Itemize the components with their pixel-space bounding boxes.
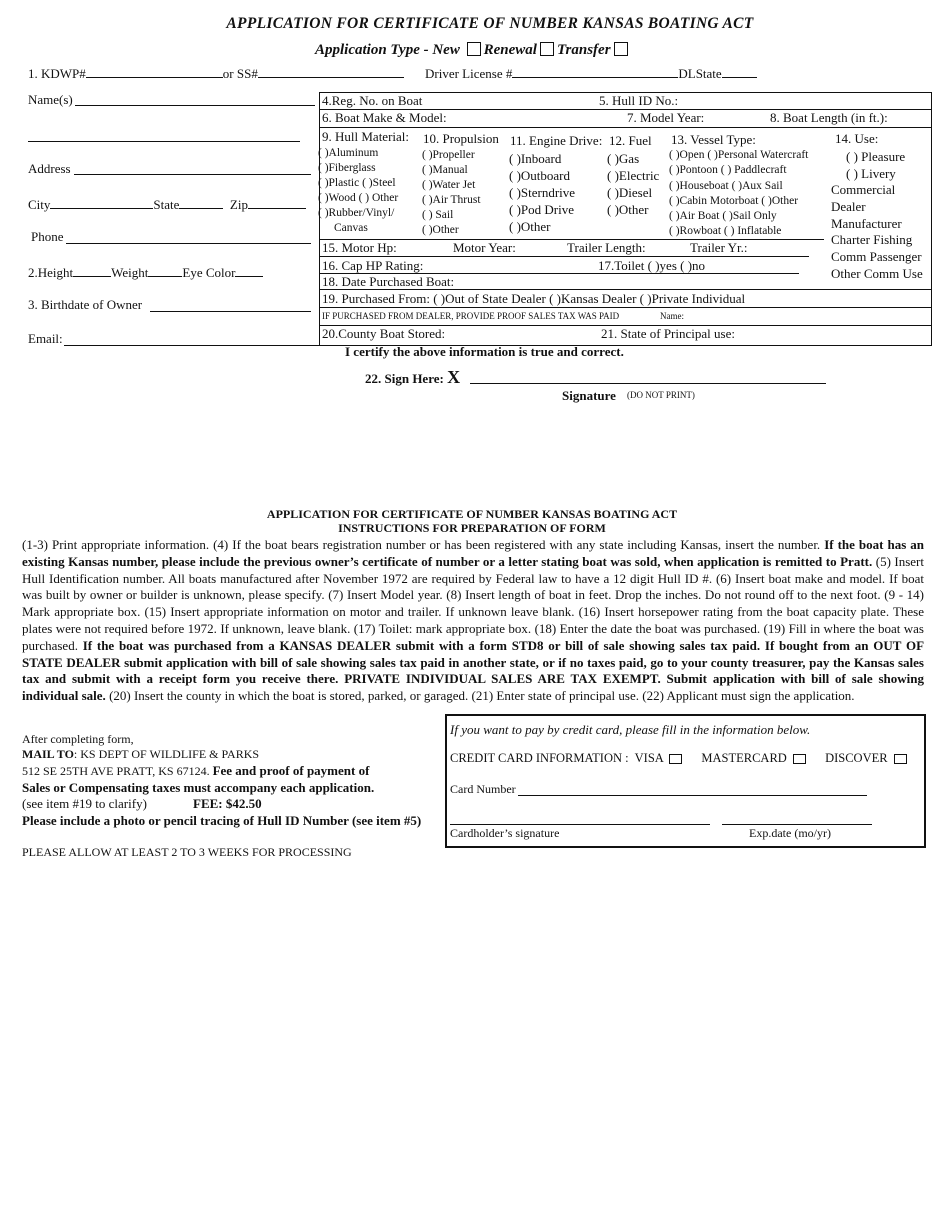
renewal-checkbox[interactable] [540,42,554,56]
application-type-label: Application Type - [315,42,429,58]
names-field[interactable] [75,105,315,106]
fuel-options [607,150,659,218]
discover-checkbox[interactable] [894,754,907,764]
card-number-label: Card Number [450,782,516,796]
engine-option-other[interactable]: ( )Other [509,219,551,234]
use-options-commercial [831,182,923,283]
phone-label: Phone [31,229,64,244]
motor-hp-label: 15. Motor Hp: [322,240,397,255]
dealer-note: IF PURCHASED FROM DEALER, PROVIDE PROOF SALES TAX WAS PAID [322,311,620,321]
boat-length-label: 8. Boat Length (in ft.): [770,110,888,125]
instructions-text-2: (5) Insert Hull Identification number. All boats manufactured after November 1972 are required by Federal law to have a 12 digit Hull ID #. (6) Insert boat make and model. If boat was built by owner or builder is unknown, please specify. (7) Insert Model year. (8) Insert length of boat in feet. Drop the inches. Do not round off to the next foot. (9 - 14) Mark appropriate box. (15) Insert appropriate information on motor and trailer. If unknown leave blank. (16) Insert horsepower rating from the boat capacity plate. These plates were not required before 1972. If unknown, leave blank. (17) Toilet: mark appropriate box. (18) Enter the date the boat was purchased. (19) Fill in where the boat was purchased. [22,553,924,653]
driver-license-label: Driver License # [425,66,513,81]
height-field[interactable] [73,264,111,277]
fee-note-1: Fee and proof of payment of [212,763,370,778]
hull-material-options [318,146,398,236]
trailer-year-label: Trailer Yr.: [690,240,748,255]
email-label: Email: [28,331,63,346]
visa-label: VISA [634,751,664,765]
names-label: Name(s) [28,92,73,107]
ss-field[interactable] [258,65,404,78]
photo-note: Please include a photo or pencil tracing of Hull ID Number (see item #5) [22,813,422,828]
hull-option-rubber[interactable]: ( )Rubber/Vinyl/ [318,207,395,219]
use-option-other-comm-use[interactable]: Other Comm Use [831,265,923,281]
use-option-comm-passenger[interactable]: Comm Passenger [831,249,922,265]
app-type-new-label: New [432,42,460,58]
motor-year-label: Motor Year: [453,240,516,255]
birthdate-row [28,298,142,312]
reg-no-label: 4.Reg. No. on Boat [322,93,423,108]
vessel-type-options [669,148,808,240]
engine-option-inboard[interactable]: ( )Inboard [509,151,562,166]
mastercard-checkbox[interactable] [793,754,806,764]
engine-option-outboard[interactable]: ( )Outboard [509,168,571,183]
email-field[interactable] [64,345,322,346]
mail-to-address: : KS DEPT OF WILDLIFE & PARKS [73,747,260,761]
city-field[interactable] [50,196,153,209]
dl-state-field[interactable] [722,65,757,78]
use-option-commercial[interactable]: Commercial [831,182,896,197]
divider [319,127,931,128]
eye-color-field[interactable] [235,264,263,277]
instructions-heading-1: APPLICATION FOR CERTIFICATE OF NUMBER KANSAS BOATING ACT [266,507,678,521]
weight-label: Weight [111,265,149,280]
engine-drive-title: 11. Engine Drive: [510,133,603,148]
use-option-livery[interactable]: ( ) Livery [846,165,896,181]
weight-field[interactable] [148,264,182,277]
engine-option-pod-drive[interactable]: ( )Pod Drive [509,202,574,217]
instructions-text-1: (1-3) Print appropriate information. (4) If the boat bears registration number or has been registered with any state including Kansas, insert the number. [22,537,825,552]
new-checkbox[interactable] [467,42,481,56]
propulsion-options [422,148,481,238]
vessel-option-cabin-other[interactable]: ( )Cabin Motorboat ( )Other [669,194,799,207]
fee-note-2: Sales or Compensating taxes must accompany each application. [22,780,375,795]
divider [319,307,931,308]
transfer-checkbox[interactable] [614,42,628,56]
app-type-transfer-label: Transfer [556,42,611,58]
exp-date-field[interactable] [722,824,872,825]
cardholder-signature-field[interactable] [450,824,710,825]
use-option-manufacturer[interactable]: Manufacturer [831,215,902,231]
physical-row [28,264,263,280]
city-label: City [28,197,51,212]
visa-checkbox[interactable] [669,754,682,764]
use-option-pleasure[interactable]: ( ) Pleasure [846,149,906,164]
card-number-field[interactable] [518,795,867,796]
propulsion-title: 10. Propulsion [423,131,499,146]
city-row [28,196,306,212]
eye-color-label: Eye Color [182,265,236,280]
state-principal-label: 21. State of Principal use: [601,326,735,341]
hull-option-canvas: Canvas [334,222,368,234]
ss-label: or SS# [222,66,258,81]
fuel-option-diesel[interactable]: ( )Diesel [607,185,653,200]
purchased-from-label[interactable]: 19. Purchased From: ( )Out of State Dealer ( )Kansas Dealer ( )Private Individual [322,291,746,306]
instructions-text-3: (20) Insert the county in which the boat is stored, parked, or garaged. (21) Enter state of principal use. (22) Applicant must sign the application. [105,688,855,704]
mail-address-row [22,764,369,778]
vessel-type-title: 13. Vessel Type: [671,132,756,147]
county-label: 20.County Boat Stored: [322,326,446,341]
toilet-label[interactable]: 17.Toilet ( )yes ( )no [598,258,706,273]
signature-field[interactable] [470,383,826,384]
propulsion-option-propeller[interactable]: ( )Propeller [422,149,475,161]
app-type-renewal-label: Renewal [483,42,537,58]
fee-amount: FEE: $42.50 [193,796,262,811]
use-title: 14. Use: [835,131,879,146]
birthdate-label: 3. Birthdate of Owner [28,297,143,312]
state-label: State [153,197,180,212]
driver-license-row [425,65,757,81]
fuel-option-gas[interactable]: ( )Gas [607,151,640,166]
credit-intro: If you want to pay by credit card, please fill in the information below. [450,722,811,737]
trailer-length-label: Trailer Length: [567,240,646,255]
make-model-label: 6. Boat Make & Model: [322,110,447,125]
do-not-print-note: (DO NOT PRINT) [627,390,695,400]
hull-option-aluminum[interactable]: ( )Aluminum [318,147,379,159]
vessel-option-pontoon-paddlecraft[interactable]: ( )Pontoon ( ) Paddlecraft [669,164,787,177]
certify-statement: I certify the above information is true and correct. [345,344,624,359]
zip-label: Zip [229,197,248,212]
form-title: APPLICATION FOR CERTIFICATE OF NUMBER KANSAS BOATING ACT [226,15,754,32]
vessel-option-houseboat-auxsail[interactable]: ( )Houseboat ( )Aux Sail [669,179,783,192]
address-label: Address [28,161,71,176]
hull-option-plastic-steel[interactable]: ( )Plastic ( )Steel [318,177,396,189]
instructions-body [22,537,924,705]
propulsion-option-air-thrust[interactable]: ( )Air Thrust [422,194,481,206]
instructions-bold-2: If the boat was purchased from a KANSAS DEALER submit with a form STD8 or bill of sale showing sales tax paid. If bought from an OUT OF STATE DEALER submit application with bill of sale showing sales tax paid in another state, or if no taxes paid, go to your county treasurer, pay the Kansas sales tax and submit with a receipt form you receive there. PRIVATE INDIVIDUAL SALES ARE TAX EXEMPT. Submit application with bill of sale showing individual sale. [22,637,925,704]
name-small-label: Name: [660,311,684,321]
credit-card-row [450,752,910,766]
fuel-option-electric[interactable]: ( )Electric [607,168,660,183]
driver-license-field[interactable] [512,65,678,78]
sign-row [365,368,460,388]
mail-to-row [22,748,259,761]
mail-to-label: MAIL TO [22,747,74,761]
state-field[interactable] [179,196,223,209]
sign-x-mark: X [447,367,461,387]
vessel-option-open-pwc[interactable]: ( )Open ( )Personal Watercraft [669,149,809,161]
credit-card-label: CREDIT CARD INFORMATION : [450,751,629,765]
model-year-label: 7. Model Year: [627,110,705,125]
kdwp-field[interactable] [86,65,223,78]
names-field-2[interactable] [28,141,300,142]
birthdate-field[interactable] [150,311,311,312]
use-options-top [846,149,905,183]
see-item: (see item #19 to clarify) [22,796,147,811]
zip-field[interactable] [248,196,306,209]
application-type [315,42,631,59]
hull-option-fiberglass[interactable]: ( )Fiberglass [318,162,376,174]
propulsion-option-sail[interactable]: ( ) Sail [422,209,454,221]
divider [319,256,809,257]
cardholder-label: Cardholder’s signature [450,826,560,840]
use-option-dealer[interactable]: Dealer [831,198,866,214]
instructions-heading-2: INSTRUCTIONS FOR PREPARATION OF FORM [338,521,606,535]
vessel-option-airboat-sail[interactable]: ( )Air Boat ( )Sail Only [669,210,777,223]
discover-label: DISCOVER [825,751,888,765]
processing-note: PLEASE ALLOW AT LEAST 2 TO 3 WEEKS FOR PROCESSING [22,845,352,859]
exp-date-label: Exp.date (mo/yr) [749,826,831,840]
instructions-bold-1: If the boat has an existing Kansas number, please include the previous owner’s certificate of number or a letter stating boat was sold, when application is remitted to Pratt. [22,537,925,569]
hull-material-title: 9. Hull Material: [322,129,410,144]
hull-option-wood-other[interactable]: ( )Wood ( ) Other [318,192,399,204]
hull-id-label: 5. Hull ID No.: [599,93,679,108]
after-completing: After completing form, [22,732,134,746]
mail-street: 512 SE 25TH AVE PRATT, KS 67124. [22,764,210,778]
cap-hp-label: 16. Cap HP Rating: [322,258,424,273]
mastercard-label: MASTERCARD [701,751,787,765]
fuel-title: 12. Fuel [609,133,652,148]
sign-here-label: 22. Sign Here: [365,371,444,386]
propulsion-option-manual[interactable]: ( )Manual [422,164,468,176]
phone-field[interactable] [66,243,311,244]
kdwp-label: 1. KDWP# [28,66,86,81]
date-purchased-label: 18. Date Purchased Boat: [322,274,455,289]
kdwp-row [28,65,404,81]
fuel-option-other[interactable]: ( )Other [607,202,649,217]
dl-state-label: DLState [678,66,722,81]
engine-option-sterndrive[interactable]: ( )Sterndrive [509,185,576,200]
address-field[interactable] [74,174,311,175]
use-option-charter-fishing[interactable]: Charter Fishing [831,232,913,248]
propulsion-option-other[interactable]: ( )Other [422,224,459,236]
signature-caption: Signature [562,388,616,403]
engine-drive-options [509,150,575,235]
vessel-option-rowboat-inflatable[interactable]: ( )Rowboat ( ) Inflatable [669,225,782,238]
height-label: 2.Height [28,265,74,280]
propulsion-option-water-jet[interactable]: ( )Water Jet [422,179,476,191]
